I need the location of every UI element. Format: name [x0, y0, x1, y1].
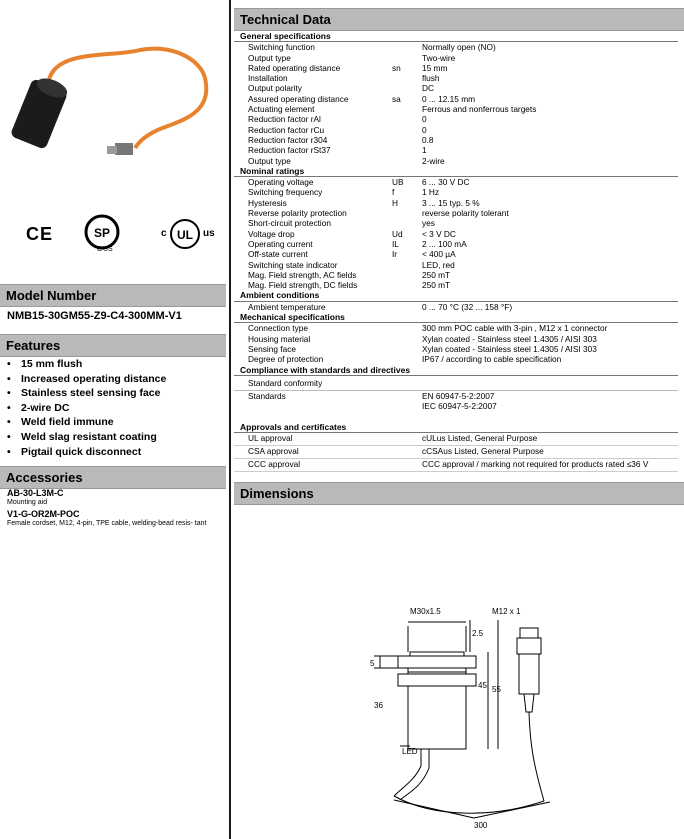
spec-symbol — [392, 83, 422, 93]
spec-label: Connection type — [248, 323, 308, 334]
spec-group-row — [234, 31, 678, 42]
spec-label: Housing material — [248, 333, 311, 344]
spec-symbol — [392, 401, 422, 411]
feature-item: • Weld slag resistant coating — [7, 430, 166, 445]
spec-group-title: Ambient conditions — [234, 290, 678, 301]
spec-row — [234, 458, 678, 471]
spec-row — [234, 334, 678, 344]
spec-row — [234, 301, 678, 312]
spec-label: Installation — [248, 73, 288, 84]
technical-data-table — [234, 31, 678, 472]
spec-label: Hysteresis — [248, 197, 287, 208]
dim-45: 45 — [478, 681, 487, 690]
accessories-list — [7, 488, 222, 530]
feature-item: • 2-wire DC — [7, 401, 166, 416]
spec-row — [234, 125, 678, 135]
spec-value: 6 ... 30 V DC — [422, 177, 470, 188]
spec-symbol — [392, 390, 422, 401]
spec-group-row — [234, 166, 678, 177]
spec-row — [234, 198, 678, 208]
spec-label: Assured operating distance — [248, 93, 349, 104]
spec-row — [234, 445, 678, 458]
feature-item: • 15 mm flush — [7, 357, 166, 372]
led-label: LED — [402, 747, 418, 756]
left-column — [0, 0, 226, 839]
spec-label: Sensing face — [248, 343, 296, 354]
spec-value: EN 60947-5-2:2007 — [422, 390, 495, 401]
spec-symbol: Ud — [392, 228, 403, 239]
spec-value: 1 — [422, 145, 427, 156]
ce-mark: CE — [26, 224, 54, 244]
svg-text:SP: SP — [93, 226, 111, 240]
spec-symbol — [392, 323, 422, 334]
features-heading: Features — [0, 334, 226, 357]
spec-row — [234, 218, 678, 228]
spec-group-title: Mechanical specifications — [234, 312, 678, 323]
spec-group-title: General specifications — [234, 31, 678, 42]
spec-value: reverse polarity tolerant — [422, 208, 509, 219]
spec-row — [234, 260, 678, 270]
spec-label: Mag. Field strength, DC fields — [248, 280, 358, 291]
spec-label: Switching function — [248, 42, 315, 53]
feature-item: • Weld field immune — [7, 415, 166, 430]
spec-value: LED, red — [422, 259, 455, 270]
spec-symbol — [392, 156, 422, 166]
spec-row — [234, 208, 678, 218]
svg-text:UL: UL — [177, 228, 193, 242]
spec-label: Mag. Field strength, AC fields — [248, 269, 357, 280]
spec-label: Standards — [248, 390, 286, 401]
spec-value: 0 — [422, 114, 427, 125]
spec-symbol — [392, 354, 422, 364]
spec-row — [234, 270, 678, 280]
spec-value: DC — [422, 83, 434, 94]
accessory-code: AB-30-L3M-C — [7, 488, 64, 498]
spec-value: 3 ... 15 typ. 5 % — [422, 197, 480, 208]
spec-label: Off-state current — [248, 249, 308, 260]
spec-symbol — [392, 344, 422, 354]
spec-group-row — [234, 290, 678, 301]
spec-value: CCC approval / marking not required for products rated ≤36 V — [422, 458, 678, 471]
csa-us-mark: US — [103, 246, 113, 253]
spec-value: 15 mm — [422, 62, 448, 73]
spec-row — [234, 187, 678, 197]
spec-row — [234, 135, 678, 145]
accessory-code: V1-G-OR2M-POC — [7, 509, 80, 519]
technical-data-heading: Technical Data — [234, 8, 684, 31]
spec-value: 2-wire — [422, 155, 445, 166]
feature-item: • Stainless steel sensing face — [7, 386, 166, 401]
spec-symbol — [392, 260, 422, 270]
spec-symbol — [392, 145, 422, 155]
spec-symbol — [392, 301, 422, 312]
spec-group-title: Compliance with standards and directives — [234, 365, 678, 376]
spec-value: yes — [422, 218, 435, 229]
spec-label: Output type — [248, 52, 291, 63]
spec-symbol — [392, 458, 422, 471]
model-number-heading: Model Number — [0, 284, 226, 307]
spec-group-title: Approvals and certificates — [234, 422, 678, 433]
spec-label: Ambient temperature — [248, 301, 326, 312]
spec-label: Short-circuit protection — [248, 218, 332, 229]
spec-symbol — [392, 432, 422, 445]
spec-group-row — [234, 312, 678, 323]
spec-row — [234, 63, 678, 73]
spec-symbol — [392, 270, 422, 280]
spec-label: Reduction factor rCu — [248, 124, 325, 135]
spec-symbol: sn — [392, 62, 401, 73]
spec-row — [234, 239, 678, 249]
spec-symbol — [392, 42, 422, 53]
spec-row — [234, 401, 678, 411]
connector-thread-label: M12 x 1 — [492, 607, 521, 616]
spec-label: Output type — [248, 155, 291, 166]
spec-label: Reduction factor rAl — [248, 114, 321, 125]
model-number: NMB15-30GM55-Z9-C4-300MM-V1 — [7, 310, 182, 322]
spec-value: 0 — [422, 124, 427, 135]
feature-item: • Increased operating distance — [7, 372, 166, 387]
spec-value: IP67 / according to cable specification — [422, 354, 562, 365]
spec-value: 0 ... 12.15 mm — [422, 93, 476, 104]
feature-item: • Pigtail quick disconnect — [7, 445, 166, 460]
spec-label: Switching state indicator — [248, 259, 338, 270]
spec-value: 2 ... 100 mA — [422, 238, 467, 249]
spec-symbol — [392, 73, 422, 83]
spec-value: 250 mT — [422, 280, 451, 291]
spec-row — [234, 432, 678, 445]
spec-row — [234, 249, 678, 259]
spec-symbol — [392, 445, 422, 458]
spec-label: UL approval — [234, 432, 392, 445]
column-divider — [229, 0, 231, 839]
spec-value: IEC 60947-5-2:2007 — [422, 401, 497, 412]
dimensions-heading: Dimensions — [234, 482, 684, 505]
spec-symbol — [392, 114, 422, 124]
spec-value: cCSAus Listed, General Purpose — [422, 445, 678, 458]
spec-label: CSA approval — [234, 445, 392, 458]
spec-symbol: IL — [392, 238, 399, 249]
spec-value: < 400 µA — [422, 249, 456, 260]
spec-group-row — [234, 422, 678, 433]
spec-symbol: H — [392, 197, 398, 208]
spec-value: 300 mm POC cable with 3-pin , M12 x 1 connector — [422, 323, 608, 334]
spec-label — [234, 401, 392, 411]
spec-row — [234, 344, 678, 354]
spec-symbol: f — [392, 187, 395, 198]
spec-row — [234, 42, 678, 53]
spec-row — [234, 280, 678, 290]
spec-label: Rated operating distance — [248, 62, 341, 73]
spec-value: 0 ... 70 °C (32 ... 158 °F) — [422, 301, 513, 312]
spec-symbol — [392, 218, 422, 228]
right-column — [234, 8, 684, 505]
ul-logo — [169, 218, 201, 250]
spec-value: Two-wire — [422, 52, 456, 63]
spec-symbol — [392, 125, 422, 135]
spec-label: Voltage drop — [248, 228, 295, 239]
spec-row — [234, 145, 678, 155]
spec-symbol — [392, 104, 422, 114]
spec-value: Xylan coated - Stainless steel 1.4305 / AISI 303 — [422, 333, 597, 344]
accessory-desc: Female cordset, M12, 4-pin, TPE cable, welding-bead resis- tant — [7, 520, 207, 527]
spec-symbol — [392, 135, 422, 145]
spec-value: 250 mT — [422, 269, 451, 280]
spec-row — [234, 390, 678, 401]
spec-label: Reduction factor r304 — [248, 134, 328, 145]
spec-value: Xylan coated - Stainless steel 1.4305 / AISI 303 — [422, 343, 597, 354]
spec-label: Output polarity — [248, 83, 302, 94]
spec-label: Operating current — [248, 238, 313, 249]
spec-symbol — [392, 53, 422, 63]
product-photo — [0, 8, 226, 168]
dim-300: 300 — [474, 821, 488, 830]
spec-label: Reduction factor rSt37 — [248, 145, 331, 156]
spec-symbol — [392, 208, 422, 218]
spec-row — [234, 83, 678, 93]
spec-group-title: Nominal ratings — [234, 166, 678, 177]
dimension-drawing — [234, 596, 684, 836]
spec-row — [234, 354, 678, 364]
dim-5: 5 — [370, 659, 375, 668]
spec-symbol — [392, 280, 422, 290]
spec-symbol: UB — [392, 177, 404, 188]
accessories-heading: Accessories — [0, 466, 226, 489]
spec-label: Switching frequency — [248, 187, 323, 198]
certification-logos — [0, 214, 226, 258]
spec-value: Ferrous and nonferrous targets — [422, 104, 537, 115]
spec-group-row — [234, 365, 678, 376]
spec-row — [234, 94, 678, 104]
spec-row — [234, 104, 678, 114]
spec-row — [234, 73, 678, 83]
csa-c-mark: C — [97, 246, 103, 253]
spec-row — [234, 375, 678, 390]
dim-36: 36 — [374, 701, 383, 710]
spec-row — [234, 177, 678, 188]
spacer — [234, 411, 678, 421]
dim-2-5: 2.5 — [472, 629, 484, 638]
spec-label: Standard conformity — [234, 375, 678, 390]
spec-value: < 3 V DC — [422, 228, 456, 239]
features-list — [7, 357, 166, 459]
spec-row — [234, 114, 678, 124]
spec-row — [234, 53, 678, 63]
spec-row — [234, 323, 678, 334]
spec-value: 1 Hz — [422, 187, 440, 198]
thread-label: M30x1.5 — [410, 607, 441, 616]
spec-label: Degree of protection — [248, 354, 324, 365]
accessory-desc: Mounting aid — [7, 499, 48, 506]
spec-row — [234, 229, 678, 239]
spec-symbol — [392, 334, 422, 344]
spec-label: CCC approval — [234, 458, 392, 471]
spec-value: flush — [422, 73, 440, 84]
spec-symbol: sa — [392, 93, 401, 104]
spec-label: Operating voltage — [248, 177, 314, 188]
spec-value: cULus Listed, General Purpose — [422, 432, 678, 445]
dim-55: 55 — [492, 685, 501, 694]
spec-value: Normally open (NO) — [422, 42, 496, 53]
spec-row — [234, 156, 678, 166]
spec-value: 0.8 — [422, 134, 434, 145]
ul-c-mark: c — [161, 228, 167, 239]
spec-label: Reverse polarity protection — [248, 208, 347, 219]
ul-us-mark: us — [203, 228, 215, 239]
spec-label: Actuating element — [248, 104, 315, 115]
spec-symbol: Ir — [392, 249, 398, 260]
